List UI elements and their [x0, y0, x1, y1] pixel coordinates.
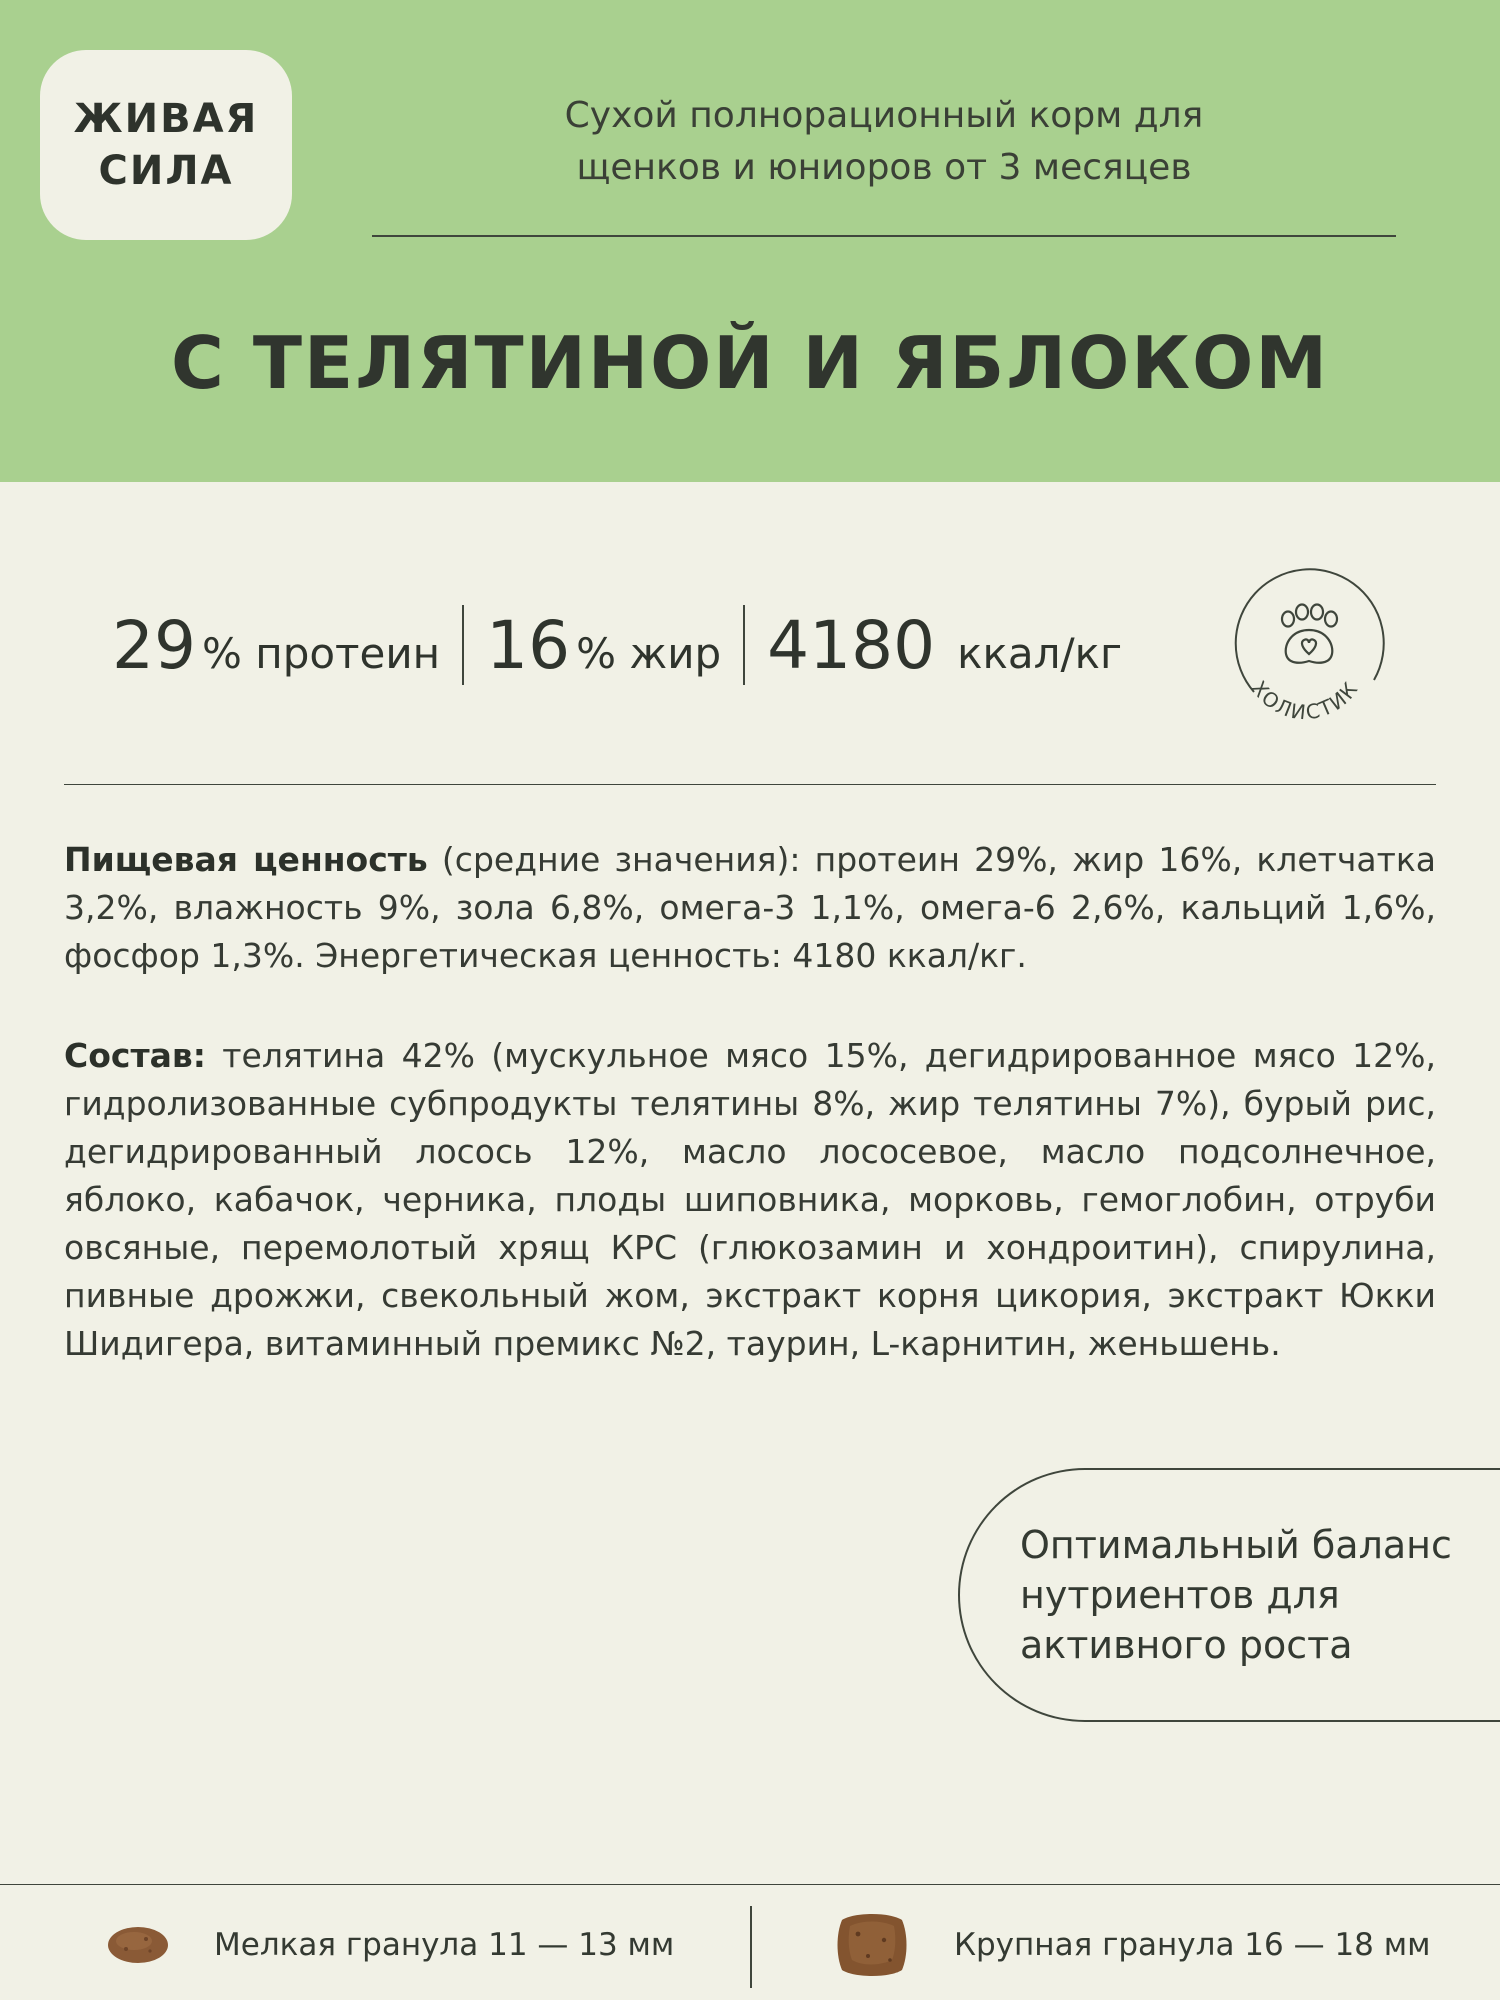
composition-label: Состав:: [64, 1036, 206, 1075]
header-banner: [0, 0, 1500, 482]
product-headline: С ТЕЛЯТИНОЙ И ЯБЛОКОМ: [171, 321, 1329, 405]
callout-line-3: активного роста: [1020, 1623, 1353, 1667]
stat-fat: [464, 607, 743, 684]
header-divider: [372, 235, 1396, 237]
brand-logo: [40, 50, 292, 240]
brand-line-2: СИЛА: [98, 148, 234, 194]
composition-info: [64, 1032, 1436, 1368]
product-tagline: [372, 90, 1396, 194]
stat-value: 16: [486, 606, 571, 684]
badge-label: ХОЛИСТИК: [1246, 676, 1364, 725]
small-granule-label: Мелкая гранула 11 — 13 мм: [214, 1927, 675, 1963]
large-granule-label: Крупная гранула 16 — 18 мм: [954, 1927, 1431, 1963]
footer-divider: [0, 1884, 1500, 1885]
holistic-badge: [1222, 568, 1388, 734]
stat-unit: ккал/кг: [957, 628, 1123, 678]
tagline-line-1: Сухой полнорационный корм для: [564, 95, 1204, 136]
stat-unit: % протеин: [201, 628, 441, 678]
large-kibble-icon: [834, 1910, 910, 1980]
tagline-line-2: щенков и юниоров от 3 месяцев: [576, 147, 1192, 188]
stat-protein: [112, 607, 462, 684]
callout-line-2: нутриентов для: [1020, 1573, 1340, 1617]
nutrition-text: (средние значения): протеин 29%, жир 16%, клетчатка 3,2%, влажность 9%, зола 6,8%, омега-3 1,1%, омега-6 2,6%, кальций 1,6%, фосфор 1,3%. Энергетическая ценность: 4180 ккал/кг.: [64, 840, 1436, 975]
stat-value: 4180: [767, 606, 936, 684]
stat-energy: [745, 607, 1144, 684]
nutrition-label: Пищевая ценность: [64, 840, 428, 879]
key-stats: [112, 600, 1144, 690]
paw-heart-icon: [1282, 605, 1337, 663]
nutrition-info: [64, 836, 1436, 980]
section-divider: [64, 784, 1436, 785]
callout-text: [1020, 1520, 1490, 1670]
stat-unit: % жир: [576, 628, 722, 678]
brand-line-1: ЖИВАЯ: [73, 96, 259, 142]
small-kibble-icon: [106, 1925, 170, 1965]
footer-separator: [750, 1906, 752, 1988]
large-granule-info: [834, 1910, 1431, 1980]
composition-text: телятина 42% (мускульное мясо 15%, дегидрированное мясо 12%, гидролизованные субпродукты телятины 8%, жир телятины 7%), бурый рис, дегидрированный лосось 12%, масло лососевое, масло подсолнечное, яблоко, кабачок, черника, плоды шиповника, морковь, гемоглобин, отруби овсяные, перемолотый хрящ КРС (глюкозамин и хондроитин), спирулина, пивные дрожжи, свекольный жом, экстракт корня цикория, экстракт Юкки Шидигера, витаминный премикс №2, таурин, L-карнитин, женьшень.: [64, 1036, 1436, 1363]
stat-value: 29: [112, 606, 196, 684]
callout-line-1: Оптимальный баланс: [1020, 1523, 1452, 1567]
small-granule-info: [106, 1910, 674, 1980]
